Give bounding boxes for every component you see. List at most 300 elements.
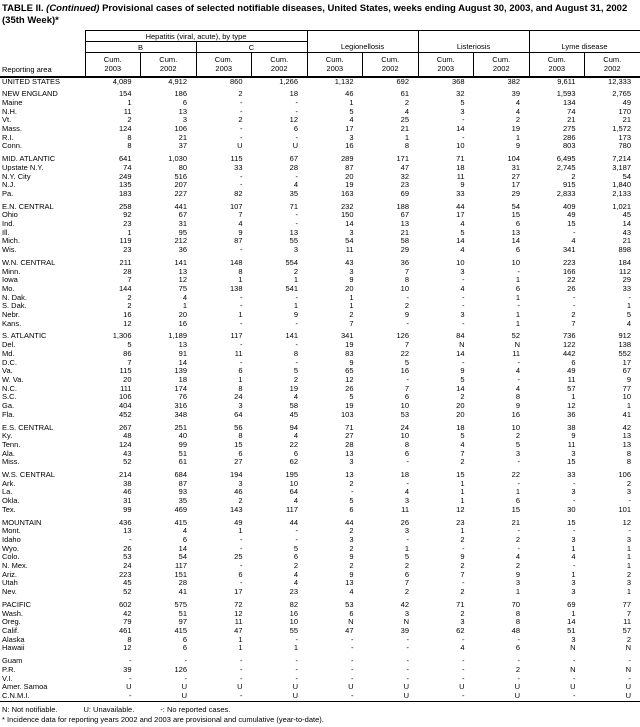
- value-cell: 83: [345, 349, 354, 358]
- value-cell: -: [573, 657, 576, 666]
- value-cell: 31: [178, 220, 187, 229]
- value-cell: 13: [178, 107, 187, 116]
- value-cell: U: [237, 142, 243, 151]
- value-cell: 1,593: [556, 90, 576, 99]
- table-row: [0, 125, 640, 134]
- reporting-area-cell: Wash.: [2, 609, 23, 618]
- value-cell: 42: [123, 609, 132, 618]
- value-cell: 1: [626, 402, 631, 411]
- value-cell: 4: [182, 293, 187, 302]
- value-cell: 87: [178, 479, 187, 488]
- value-cell: 20: [456, 402, 465, 411]
- value-cell: 49: [234, 518, 243, 527]
- value-cell: 3: [349, 228, 354, 237]
- value-cell: N: [570, 644, 576, 653]
- value-cell: -: [240, 319, 243, 328]
- value-cell: 13: [345, 449, 354, 458]
- table-row: [0, 108, 640, 117]
- table-row: [0, 618, 640, 627]
- value-cell: 4: [515, 107, 520, 116]
- value-cell: 84: [456, 332, 465, 341]
- table-row: [0, 411, 640, 420]
- value-cell: 2: [404, 562, 409, 571]
- reporting-area-cell: N.J.: [2, 181, 16, 190]
- value-cell: 115: [230, 155, 243, 164]
- value-cell: 33: [567, 471, 576, 480]
- value-cell: 9: [293, 311, 298, 320]
- value-cell: 275: [562, 125, 576, 134]
- value-cell: -: [184, 657, 187, 666]
- value-cell: 7: [571, 319, 576, 328]
- value-cell: U: [181, 683, 187, 692]
- value-cell: 52: [123, 458, 132, 467]
- value-cell: 13: [400, 220, 409, 229]
- reporting-area-cell: Mass.: [2, 125, 23, 134]
- value-cell: 30: [567, 505, 576, 514]
- value-cell: 11: [234, 349, 243, 358]
- value-cell: 17: [511, 181, 520, 190]
- value-cell: 4: [515, 367, 520, 376]
- value-cell: 67: [178, 211, 187, 220]
- value-cell: 11: [123, 107, 132, 116]
- reporting-area-cell: Upstate N.Y.: [2, 163, 44, 172]
- value-cell: 26: [567, 284, 576, 293]
- value-cell: -: [406, 376, 409, 384]
- reporting-area-cell: Pa.: [2, 189, 14, 198]
- value-cell: 1,021: [612, 202, 631, 211]
- value-cell: 16: [289, 609, 298, 618]
- value-cell: U: [625, 691, 631, 700]
- table-row: [0, 359, 640, 368]
- value-cell: 1: [238, 311, 243, 320]
- value-cell: 4: [460, 246, 465, 255]
- value-cell: 19: [289, 384, 298, 393]
- value-cell: 1: [460, 479, 465, 488]
- value-cell: 36: [178, 246, 187, 255]
- value-cell: 3: [515, 449, 520, 458]
- value-cell: 8: [293, 349, 298, 358]
- value-cell: 22: [289, 440, 298, 449]
- value-cell: 6: [349, 505, 354, 514]
- value-cell: 14: [178, 358, 187, 367]
- value-cell: 16: [123, 311, 132, 320]
- value-cell: 15: [511, 211, 520, 220]
- value-cell: -: [573, 293, 576, 302]
- value-cell: 4: [515, 98, 520, 107]
- value-cell: 2: [238, 90, 243, 99]
- value-cell: 5: [460, 432, 465, 441]
- value-cell: 2: [515, 535, 520, 544]
- value-cell: 12: [234, 609, 243, 618]
- value-cell: -: [240, 293, 243, 302]
- value-cell: -: [573, 497, 576, 506]
- value-cell: 44: [345, 518, 354, 527]
- value-cell: 23: [289, 588, 298, 597]
- reporting-area-cell: N.Y. City: [2, 172, 31, 181]
- table-row: [0, 471, 640, 480]
- reporting-area-cell: S. ATLANTIC: [2, 332, 47, 341]
- value-cell: 8: [127, 142, 132, 151]
- value-cell: 8: [238, 267, 243, 276]
- value-cell: 17: [234, 588, 243, 597]
- value-cell: 4: [404, 488, 409, 497]
- value-cell: 17: [456, 211, 465, 220]
- value-cell: 67: [400, 211, 409, 220]
- value-cell: 5: [626, 311, 631, 320]
- value-cell: 11: [345, 246, 354, 255]
- value-cell: 415: [174, 626, 187, 635]
- value-cell: 107: [229, 202, 243, 211]
- value-cell: 2: [127, 302, 132, 311]
- value-cell: -: [406, 479, 409, 488]
- value-cell: 44: [456, 202, 465, 211]
- value-cell: 20: [178, 311, 187, 320]
- value-cell: 9: [515, 402, 520, 411]
- value-cell: 1: [515, 276, 520, 285]
- value-cell: 74: [123, 163, 132, 172]
- value-cell: 4: [182, 527, 187, 536]
- value-cell: 117: [175, 562, 187, 571]
- value-cell: 51: [178, 609, 187, 618]
- value-cell: 54: [622, 172, 631, 181]
- value-cell: 87: [234, 237, 243, 246]
- value-cell: 3: [626, 579, 631, 588]
- value-cell: -: [462, 293, 465, 302]
- value-cell: 1: [626, 302, 631, 311]
- table-row: [0, 601, 640, 610]
- value-cell: 1,306: [112, 332, 132, 341]
- value-cell: 1: [515, 588, 520, 597]
- value-cell: 171: [396, 155, 409, 164]
- value-cell: 104: [507, 155, 520, 164]
- value-cell: 195: [285, 471, 298, 480]
- value-cell: 1: [182, 302, 187, 311]
- value-cell: 5: [460, 98, 465, 107]
- reporting-area-cell: PACIFIC: [2, 600, 32, 609]
- reporting-area-cell: W.N. CENTRAL: [2, 258, 56, 267]
- value-cell: 55: [289, 626, 298, 635]
- value-cell: -: [462, 319, 465, 328]
- value-cell: 915: [562, 181, 576, 190]
- table-row: [0, 190, 640, 199]
- value-cell: 48: [511, 626, 520, 635]
- value-cell: 52: [511, 332, 520, 341]
- value-cell: 442: [562, 349, 576, 358]
- value-cell: 1: [404, 133, 409, 142]
- value-cell: 70: [511, 600, 520, 609]
- value-cell: 2: [127, 116, 132, 125]
- value-cell: -: [462, 579, 465, 588]
- value-cell: 15: [567, 220, 576, 229]
- value-cell: -: [406, 657, 409, 666]
- value-cell: -: [406, 319, 409, 328]
- value-cell: -: [628, 527, 631, 536]
- value-cell: 1,572: [612, 125, 631, 134]
- reporting-area-cell: Tenn.: [2, 440, 21, 449]
- reporting-area-cell: N.H.: [2, 107, 17, 116]
- value-cell: 8: [626, 449, 631, 458]
- value-cell: 1: [626, 553, 631, 562]
- reporting-area-cell: Wyo.: [2, 544, 20, 553]
- value-cell: 1: [571, 609, 576, 618]
- value-cell: 267: [118, 423, 132, 432]
- reporting-area-cell: Oreg.: [2, 618, 21, 627]
- table-header: [0, 31, 640, 77]
- value-cell: 736: [562, 332, 576, 341]
- value-cell: 7: [404, 341, 409, 350]
- value-cell: 141: [174, 258, 187, 267]
- value-cell: 1: [571, 570, 576, 579]
- value-cell: 10: [400, 284, 409, 293]
- value-cell: U: [459, 683, 465, 692]
- value-cell: 6: [404, 449, 409, 458]
- value-cell: 3: [404, 609, 409, 618]
- reporting-area-cell: Mich.: [2, 237, 20, 246]
- value-cell: 214: [118, 471, 132, 480]
- value-cell: 415: [174, 518, 187, 527]
- value-cell: 21: [622, 237, 631, 246]
- value-cell: 41: [622, 410, 631, 419]
- value-cell: 404: [118, 402, 132, 411]
- value-cell: 1: [293, 302, 298, 311]
- value-cell: 45: [289, 410, 298, 419]
- value-cell: U: [292, 142, 298, 151]
- value-cell: 115: [119, 367, 132, 376]
- value-cell: 26: [400, 518, 409, 527]
- value-cell: 1: [293, 644, 298, 653]
- value-cell: -: [240, 691, 243, 700]
- table-row: [0, 259, 640, 268]
- value-cell: 99: [178, 440, 187, 449]
- value-cell: 29: [622, 276, 631, 285]
- value-cell: 21: [400, 228, 409, 237]
- value-cell: 7: [460, 570, 465, 579]
- value-cell: 6: [293, 125, 298, 134]
- reporting-area-header: Reporting area: [0, 53, 85, 77]
- reporting-area-cell: Ala.: [2, 449, 15, 458]
- table-row: [0, 341, 640, 350]
- value-cell: 29: [400, 246, 409, 255]
- value-cell: 56: [234, 423, 243, 432]
- value-cell: 9: [349, 358, 354, 367]
- value-cell: 12,333: [608, 76, 631, 86]
- value-cell: 53: [400, 410, 409, 419]
- reporting-area-cell: Okla.: [2, 497, 20, 506]
- value-cell: 6: [571, 358, 576, 367]
- value-cell: 93: [178, 488, 187, 497]
- table-title-week: (35th Week)*: [2, 15, 59, 26]
- value-cell: 8: [404, 276, 409, 285]
- value-cell: 27: [511, 172, 520, 181]
- cum-year-header: Cum. 2003: [418, 53, 474, 77]
- value-cell: 2,745: [556, 163, 576, 172]
- value-cell: 2: [515, 562, 520, 571]
- value-cell: 42: [400, 600, 409, 609]
- value-cell: 2: [460, 588, 465, 597]
- value-cell: 14: [178, 544, 187, 553]
- value-cell: 12: [622, 518, 631, 527]
- value-cell: 95: [178, 228, 187, 237]
- value-cell: 18: [400, 471, 409, 480]
- value-cell: 3: [404, 527, 409, 536]
- value-cell: 8: [238, 432, 243, 441]
- value-cell: 77: [622, 600, 631, 609]
- value-cell: -: [295, 220, 298, 229]
- value-cell: -: [295, 358, 298, 367]
- cum-year-header: Cum. 2003: [196, 53, 252, 77]
- value-cell: 1: [293, 276, 298, 285]
- reporting-area-cell: Idaho: [2, 535, 21, 544]
- value-cell: 20: [345, 284, 354, 293]
- table-row: [0, 203, 640, 212]
- value-cell: 3: [571, 488, 576, 497]
- value-cell: 71: [456, 155, 465, 164]
- value-cell: 10: [400, 432, 409, 441]
- value-cell: 4: [293, 181, 298, 190]
- value-cell: 13: [511, 228, 520, 237]
- value-cell: 2: [293, 376, 298, 384]
- value-cell: 2,133: [612, 189, 631, 198]
- value-cell: 2: [404, 588, 409, 597]
- value-cell: 54: [345, 237, 354, 246]
- value-cell: 18: [456, 423, 465, 432]
- value-cell: 9: [460, 181, 465, 190]
- value-cell: 2: [238, 116, 243, 125]
- value-cell: 51: [567, 626, 576, 635]
- value-cell: 7: [404, 579, 409, 588]
- value-cell: 1: [515, 133, 520, 142]
- table-row: [0, 134, 640, 143]
- table-title-number: TABLE II.: [2, 3, 47, 14]
- value-cell: 316: [174, 402, 187, 411]
- value-cell: 11: [234, 618, 243, 627]
- reporting-area-cell: Nebr.: [2, 311, 20, 320]
- value-cell: 2: [460, 609, 465, 618]
- value-cell: -: [517, 479, 520, 488]
- value-cell: 1: [571, 544, 576, 553]
- reporting-area-cell: W. Va.: [2, 376, 24, 384]
- value-cell: -: [295, 674, 298, 683]
- value-cell: 10: [456, 258, 465, 267]
- value-cell: -: [573, 674, 576, 683]
- value-cell: 10: [511, 423, 520, 432]
- value-cell: -: [406, 635, 409, 644]
- table-row: [0, 497, 640, 506]
- value-cell: 9: [571, 432, 576, 441]
- value-cell: 4: [293, 393, 298, 402]
- reporting-area-cell: Del.: [2, 341, 16, 350]
- table-row: [0, 588, 640, 597]
- value-cell: 14: [456, 125, 465, 134]
- value-cell: 80: [178, 163, 187, 172]
- value-cell: 602: [118, 600, 132, 609]
- value-cell: 32: [456, 90, 465, 99]
- value-cell: 5: [293, 544, 298, 553]
- value-cell: 13: [345, 579, 354, 588]
- legionellosis-header: Legionellosis: [307, 31, 418, 53]
- value-cell: 1,132: [334, 76, 354, 86]
- value-cell: 99: [123, 505, 132, 514]
- table-row: [0, 155, 640, 164]
- cum-year-header: Cum. 2003: [529, 53, 585, 77]
- value-cell: 61: [400, 90, 409, 99]
- value-cell: -: [406, 535, 409, 544]
- footnote-n: N: Not notifiable.: [2, 704, 58, 714]
- table-row: [0, 294, 640, 303]
- value-cell: 37: [178, 142, 187, 151]
- value-cell: 1: [626, 544, 631, 553]
- value-cell: -: [517, 527, 520, 536]
- value-cell: 11: [567, 376, 576, 384]
- value-cell: 6: [182, 644, 187, 653]
- value-cell: -: [517, 544, 520, 553]
- value-cell: 1: [515, 319, 520, 328]
- value-cell: 4: [293, 432, 298, 441]
- value-cell: 341: [562, 246, 576, 255]
- reporting-area-cell: E.N. CENTRAL: [2, 202, 54, 211]
- value-cell: 4,912: [168, 76, 187, 86]
- value-cell: 5: [349, 393, 354, 402]
- value-cell: 45: [123, 579, 132, 588]
- footnote-legend: [0, 702, 640, 714]
- value-cell: 23: [123, 246, 132, 255]
- value-cell: 117: [230, 332, 243, 341]
- value-cell: 71: [456, 600, 465, 609]
- value-cell: 1: [515, 293, 520, 302]
- table-row: [0, 173, 640, 182]
- value-cell: 6: [404, 393, 409, 402]
- value-cell: -: [462, 665, 465, 674]
- value-cell: 1: [626, 588, 631, 597]
- value-cell: 9: [515, 142, 520, 151]
- value-cell: 22: [567, 276, 576, 285]
- value-cell: 4: [293, 579, 298, 588]
- value-cell: 4: [460, 284, 465, 293]
- table-row: [0, 164, 640, 173]
- table-row: [0, 545, 640, 554]
- value-cell: 8: [404, 440, 409, 449]
- value-cell: 5: [460, 228, 465, 237]
- value-cell: 3: [460, 618, 465, 627]
- table-row: [0, 506, 640, 515]
- value-cell: 25: [400, 116, 409, 125]
- value-cell: 251: [174, 423, 187, 432]
- value-cell: 17: [345, 125, 354, 134]
- value-cell: 117: [286, 505, 298, 514]
- value-cell: N: [403, 618, 409, 627]
- value-cell: 4: [626, 319, 631, 328]
- value-cell: 39: [123, 665, 132, 674]
- value-cell: 4: [293, 497, 298, 506]
- value-cell: 138: [229, 284, 243, 293]
- table-row: [0, 142, 640, 151]
- table-row: [0, 657, 640, 666]
- value-cell: 122: [562, 341, 576, 350]
- value-cell: -: [240, 246, 243, 255]
- value-cell: U: [514, 691, 520, 700]
- value-cell: 86: [123, 349, 132, 358]
- value-cell: 6: [515, 246, 520, 255]
- table-row: [0, 211, 640, 220]
- value-cell: 3: [238, 479, 243, 488]
- value-cell: 151: [174, 570, 187, 579]
- value-cell: 33: [234, 163, 243, 172]
- value-cell: 39: [400, 626, 409, 635]
- value-cell: 2: [404, 98, 409, 107]
- reporting-area-cell: Ohio: [2, 211, 18, 220]
- table-row: [0, 562, 640, 571]
- value-cell: 58: [289, 402, 298, 411]
